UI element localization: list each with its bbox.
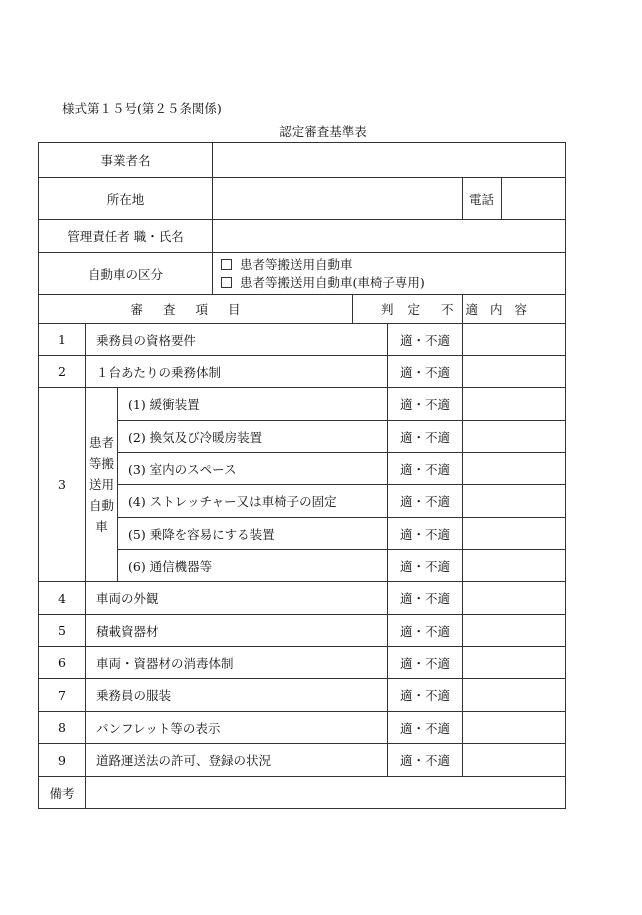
- table-row: [39, 582, 566, 615]
- sub-item: (4) ストレッチャー又は車椅子の固定: [118, 485, 388, 518]
- row-issue-field[interactable]: [463, 388, 566, 421]
- row-judgement[interactable]: 適・不適: [388, 679, 463, 712]
- column-header-judgement: 判定: [353, 295, 463, 324]
- row-issue-field[interactable]: [463, 324, 566, 356]
- row-issue-field[interactable]: [463, 615, 566, 647]
- address-label: 所在地: [39, 178, 213, 220]
- phone-label-text: 電話: [469, 191, 495, 207]
- sub-item: (1) 緩衝装置: [118, 388, 388, 421]
- row-number: 4: [39, 582, 86, 615]
- row-number: 1: [39, 324, 86, 356]
- row-issue-field[interactable]: [463, 679, 566, 712]
- row-item: 車両の外観: [86, 582, 388, 615]
- column-header-issue-text: 不適内容: [441, 302, 540, 317]
- row-judgement[interactable]: 適・不適: [388, 582, 463, 615]
- address-field[interactable]: [213, 178, 463, 220]
- row-judgement[interactable]: 適・不適: [388, 518, 463, 550]
- table-row: [39, 388, 566, 421]
- row-issue-field[interactable]: [463, 647, 566, 679]
- row-judgement[interactable]: 適・不適: [388, 485, 463, 518]
- row-judgement[interactable]: 適・不適: [388, 550, 463, 582]
- manager-field[interactable]: [213, 220, 566, 253]
- row-number: 9: [39, 744, 86, 777]
- table-row: [39, 647, 566, 679]
- operator-name-field[interactable]: [213, 143, 566, 178]
- row-issue-field[interactable]: [463, 421, 566, 453]
- manager-label: 管理責任者 職・氏名: [39, 220, 213, 253]
- row-judgement[interactable]: 適・不適: [388, 324, 463, 356]
- row-issue-field[interactable]: [463, 582, 566, 615]
- remarks-label: 備考: [39, 777, 86, 809]
- phone-field[interactable]: [501, 178, 642, 219]
- checkbox-icon[interactable]: [221, 259, 232, 270]
- table-row: [39, 679, 566, 712]
- row-item: 道路運送法の許可、登録の状況: [86, 744, 388, 777]
- row-judgement[interactable]: 適・不適: [388, 744, 463, 777]
- row-issue-field[interactable]: [463, 485, 566, 518]
- table-row: [39, 744, 566, 777]
- row-judgement[interactable]: 適・不適: [388, 388, 463, 421]
- row-number: 2: [39, 356, 86, 388]
- row-item: 乗務員の資格要件: [86, 324, 388, 356]
- sub-item: (3) 室内のスペース: [118, 453, 388, 485]
- row-issue-field[interactable]: [463, 744, 566, 777]
- operator-name-label: 事業者名: [39, 143, 213, 178]
- sub-item: (5) 乗降を容易にする装置: [118, 518, 388, 550]
- sub-item: (2) 換気及び冷暖房装置: [118, 421, 388, 453]
- row-issue-field[interactable]: [463, 550, 566, 582]
- row-number: 5: [39, 615, 86, 647]
- vehicle-option-standard-label: 患者等搬送用自動車: [240, 256, 353, 272]
- checkbox-icon[interactable]: [221, 277, 232, 288]
- table-row: [39, 712, 566, 744]
- sub-item: (6) 通信機器等: [118, 550, 388, 582]
- table-row: [39, 550, 566, 582]
- vehicle-option-wheelchair[interactable]: [213, 274, 565, 292]
- table-row: [39, 518, 566, 550]
- row-judgement[interactable]: 適・不適: [388, 615, 463, 647]
- vehicle-option-wheelchair-label: 患者等搬送用自動車(車椅子専用): [240, 274, 425, 290]
- table-row: [39, 453, 566, 485]
- row-judgement[interactable]: 適・不適: [388, 712, 463, 744]
- row-item: １台あたりの乗務体制: [86, 356, 388, 388]
- row-item: 車両・資器材の消毒体制: [86, 647, 388, 679]
- row-issue-field[interactable]: [463, 356, 566, 388]
- row-issue-field[interactable]: [463, 453, 566, 485]
- document-title: 認定審査基準表: [279, 124, 367, 139]
- row-number: 7: [39, 679, 86, 712]
- vehicle-type-options: [213, 253, 566, 295]
- review-criteria-table: [38, 142, 566, 809]
- row-number: 8: [39, 712, 86, 744]
- row-number: 6: [39, 647, 86, 679]
- table-row: [39, 324, 566, 356]
- row-judgement[interactable]: 適・不適: [388, 356, 463, 388]
- row-item: パンフレット等の表示: [86, 712, 388, 744]
- row-issue-field[interactable]: [463, 518, 566, 550]
- table-row: [39, 485, 566, 518]
- vehicle-option-standard[interactable]: [213, 256, 565, 274]
- row-judgement[interactable]: 適・不適: [388, 453, 463, 485]
- column-header-issue: [441, 295, 566, 324]
- row-item: 乗務員の服装: [86, 679, 388, 712]
- remarks-field[interactable]: [86, 777, 566, 809]
- vehicle-group-label: 患者等搬送用自動車: [86, 388, 118, 582]
- row-judgement[interactable]: 適・不適: [388, 421, 463, 453]
- vehicle-type-label: 自動車の区分: [39, 253, 213, 295]
- phone-label: [463, 178, 566, 220]
- table-row: [39, 615, 566, 647]
- table-row: [39, 356, 566, 388]
- row-number: 3: [39, 388, 86, 582]
- column-header-item: 審査項目: [39, 295, 353, 324]
- form-number-label: 様式第１５号(第２５条関係): [62, 101, 222, 116]
- row-issue-field[interactable]: [463, 712, 566, 744]
- table-row: [39, 421, 566, 453]
- row-judgement[interactable]: 適・不適: [388, 647, 463, 679]
- row-item: 積載資器材: [86, 615, 388, 647]
